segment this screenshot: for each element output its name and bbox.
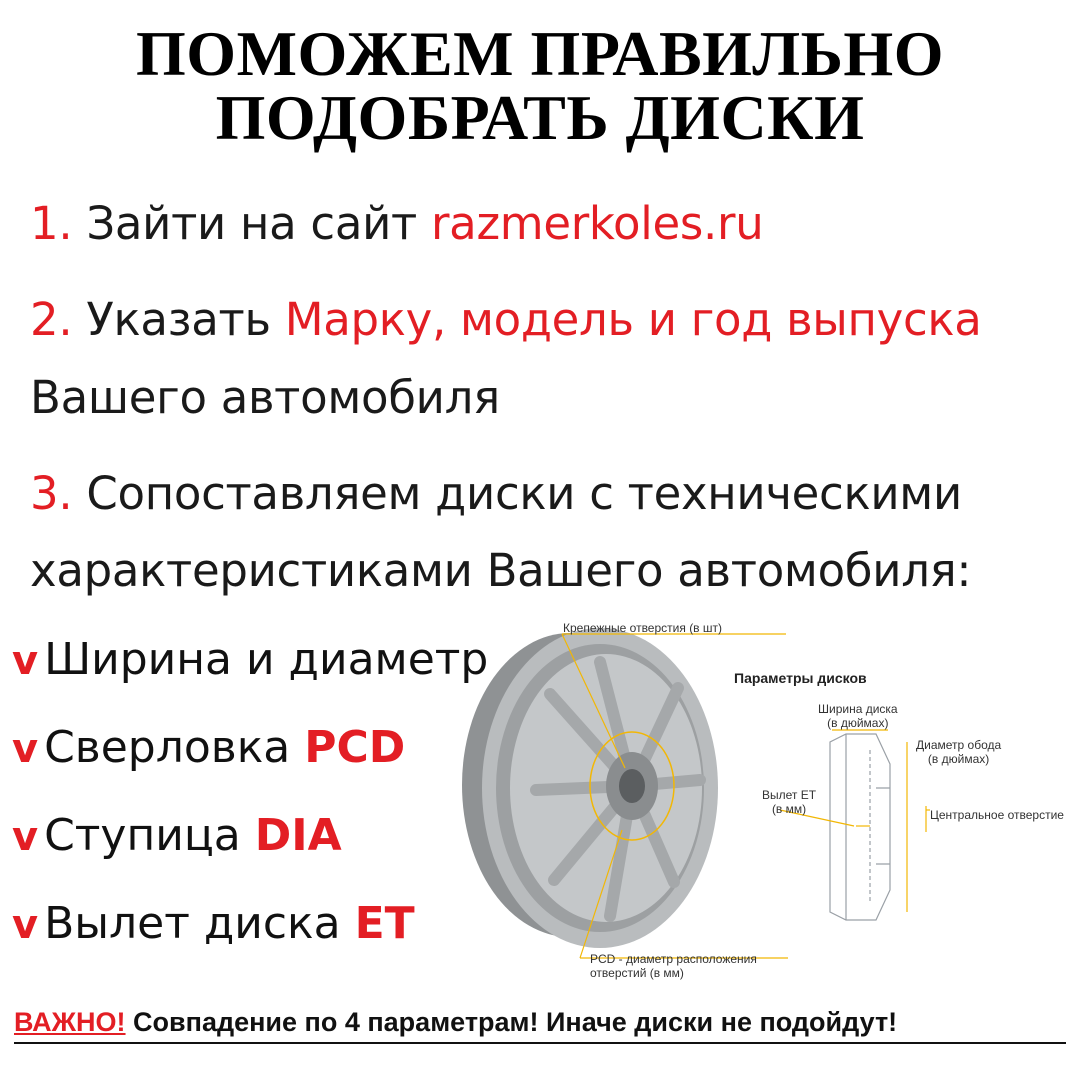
check-mark-icon: v xyxy=(12,726,39,772)
step-2-highlight: Марку, модель и год выпуска xyxy=(284,293,982,346)
wheel-cross-section xyxy=(830,734,890,920)
params-title: Параметры дисков xyxy=(734,670,867,686)
center-hole-label: Центральное отверстие xyxy=(930,808,1064,822)
check-item-text: Вылет диска xyxy=(44,898,355,949)
check-item-highlight: DIA xyxy=(254,810,342,861)
important-warning: ВАЖНО! xyxy=(14,1007,126,1037)
step-2 xyxy=(30,294,982,346)
width-label: Ширина диска (в дюймах) xyxy=(818,702,898,730)
bolt-holes-label: Крепежные отверстия (в шт) xyxy=(563,621,723,635)
check-item-text: Сверловка xyxy=(44,722,305,773)
step-2-text: Указать xyxy=(86,293,285,346)
check-mark-icon: v xyxy=(12,814,39,860)
check-item-text: Ширина и диаметр xyxy=(44,634,489,685)
rim-diameter-label: Диаметр обода (в дюймах) xyxy=(916,738,1002,766)
title-line-1: ПОМОЖЕМ ПРАВИЛЬНО xyxy=(136,18,944,89)
step-3-number: 3. xyxy=(30,467,73,520)
important-text: Совпадение по 4 параметрам! Иначе диски не подойдут! xyxy=(125,1007,898,1037)
check-item-width-diameter xyxy=(12,634,488,687)
step-1-number: 1. xyxy=(30,197,73,250)
check-item-highlight: PCD xyxy=(304,722,406,773)
step-3-text: Сопоставляем диски с техническими xyxy=(86,467,962,520)
et-label: Вылет ET (в мм) xyxy=(762,788,817,816)
step-1 xyxy=(30,198,763,250)
check-item-dia xyxy=(12,810,342,863)
title-line-2: ПОДОБРАТЬ ДИСКИ xyxy=(215,82,865,153)
step-3 xyxy=(30,468,962,520)
wheel-image xyxy=(462,628,718,948)
wheel-diagram xyxy=(450,610,1080,1010)
site-link[interactable]: razmerkoles.ru xyxy=(430,197,764,250)
check-item-pcd xyxy=(12,722,405,775)
pcd-label: PCD - диаметр расположения отверстий (в мм) xyxy=(590,952,757,980)
page-title xyxy=(0,18,1080,153)
step-2-number: 2. xyxy=(30,293,73,346)
important-note xyxy=(14,1004,1066,1044)
step-1-text: Зайти на сайт xyxy=(86,197,431,250)
check-mark-icon: v xyxy=(12,638,39,684)
step-2-line-2: Вашего автомобиля xyxy=(30,371,500,424)
step-3-line-2: характеристиками Вашего автомобиля: xyxy=(30,544,972,597)
dimension-lines xyxy=(780,730,930,912)
check-item-highlight: ET xyxy=(354,898,415,949)
check-item-text: Ступица xyxy=(44,810,255,861)
check-mark-icon: v xyxy=(12,902,39,948)
check-item-et xyxy=(12,898,415,951)
